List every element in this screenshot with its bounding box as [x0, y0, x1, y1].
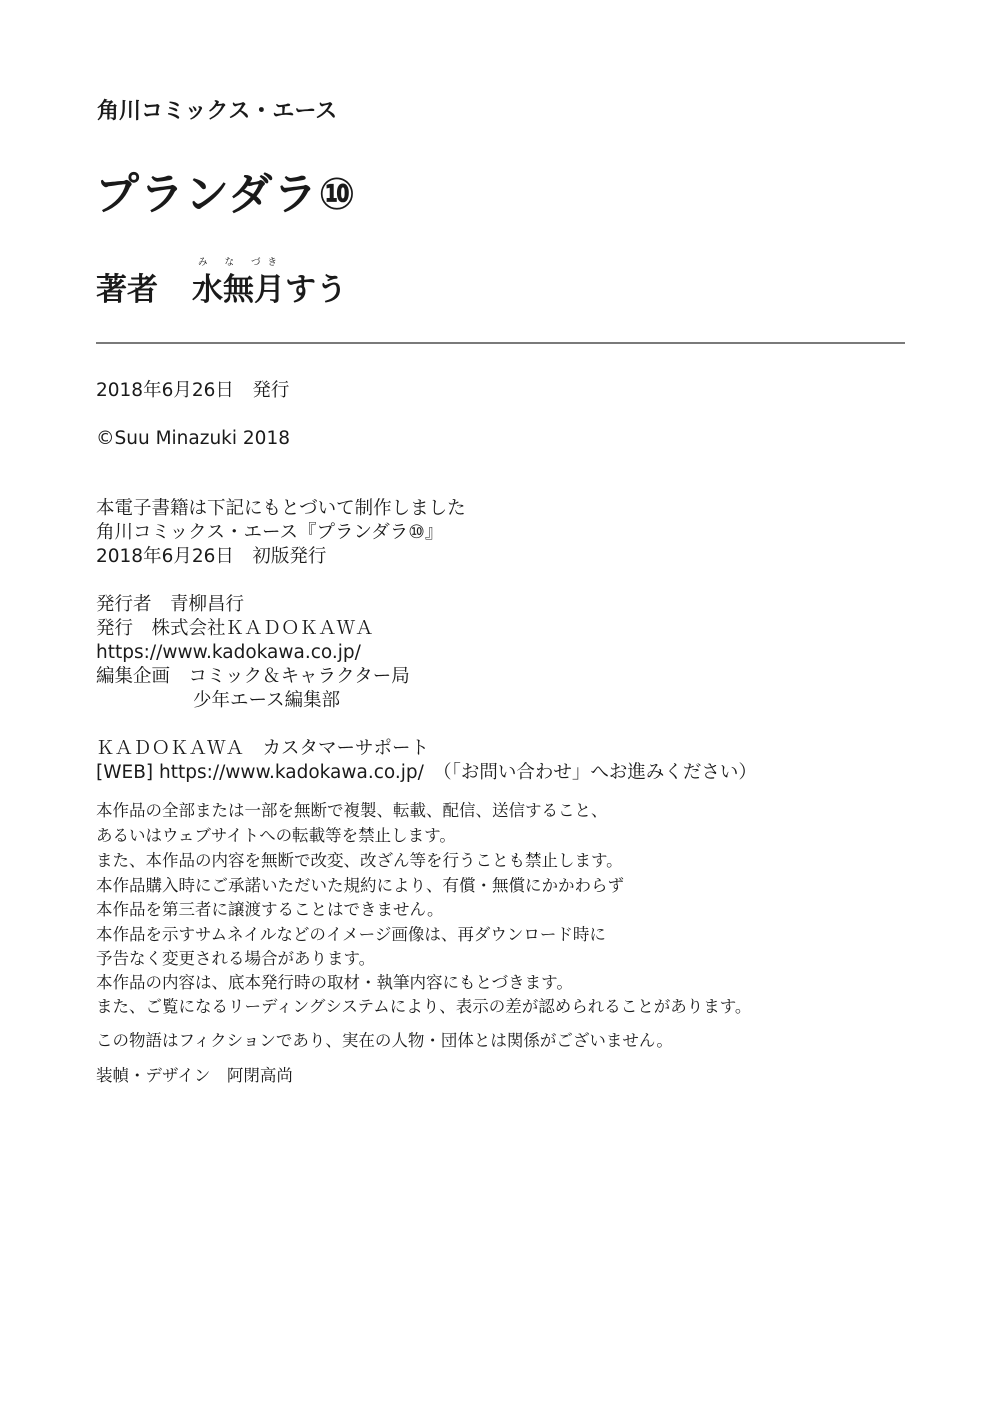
- publisher-person: 発行者 青柳昌行: [96, 594, 245, 615]
- terms-line: また、本作品の内容を無断で改変、改ざん等を行うことも禁止します。: [96, 851, 623, 870]
- publisher-company: 発行 株式会社ＫＡＤＯＫＡＷＡ: [96, 618, 374, 639]
- publication-date: 2018年6月26日 発行: [96, 380, 290, 401]
- author-role: 著者: [96, 272, 158, 308]
- terms-line: あるいはウェブサイトへの転載等を禁止します。: [96, 826, 456, 845]
- terms-line: 本作品を第三者に譲渡することはできません。: [96, 900, 444, 919]
- design-credit: 装幀・デザイン 阿閉高尚: [96, 1066, 293, 1085]
- author-name: [192, 257, 347, 309]
- terms-line: 予告なく変更される場合があります。: [96, 949, 376, 968]
- ebook-note-line: 本電子書籍は下記にもとづいて制作しました: [96, 498, 466, 519]
- book-title: プランダラ⑩: [95, 169, 357, 220]
- author-name-ruby: み な づき: [198, 257, 285, 268]
- editing-line: 編集企画 コミック＆キャラクター局: [96, 666, 410, 687]
- support-web: [WEB] https://www.kadokawa.co.jp/ （「お問い合わせ」へお進みください）: [96, 762, 757, 783]
- publisher-url: https://www.kadokawa.co.jp/: [96, 642, 361, 663]
- editing-dept: 少年エース編集部: [193, 690, 341, 711]
- terms-line: 本作品の内容は、底本発行時の取材・執筆内容にもとづきます。: [96, 973, 573, 992]
- copyright-line: ©Suu Minazuki 2018: [96, 428, 290, 449]
- author-name-text: 水無月すう: [192, 272, 347, 308]
- fiction-notice: この物語はフィクションであり、実在の人物・団体とは関係がございません。: [96, 1031, 673, 1050]
- ebook-note-line: 2018年6月26日 初版発行: [96, 546, 327, 567]
- support-title: ＫＡＤＯＫＡＷＡ カスタマーサポート: [96, 738, 430, 759]
- terms-line: 本作品を示すサムネイルなどのイメージ画像は、再ダウンロード時に: [96, 925, 606, 944]
- divider-rule: [96, 342, 905, 344]
- terms-line: また、ご覧になるリーディングシステムにより、表示の差が認められることがあります。: [96, 997, 752, 1016]
- terms-line: 本作品の全部または一部を無断で複製、転載、配信、送信すること、: [96, 801, 608, 820]
- series-label: 角川コミックス・エース: [97, 99, 338, 124]
- terms-line: 本作品購入時にご承諾いただいた規約により、有償・無償にかかわらず: [96, 876, 624, 895]
- ebook-note-line: 角川コミックス・エース『プランダラ⑩』: [96, 522, 444, 543]
